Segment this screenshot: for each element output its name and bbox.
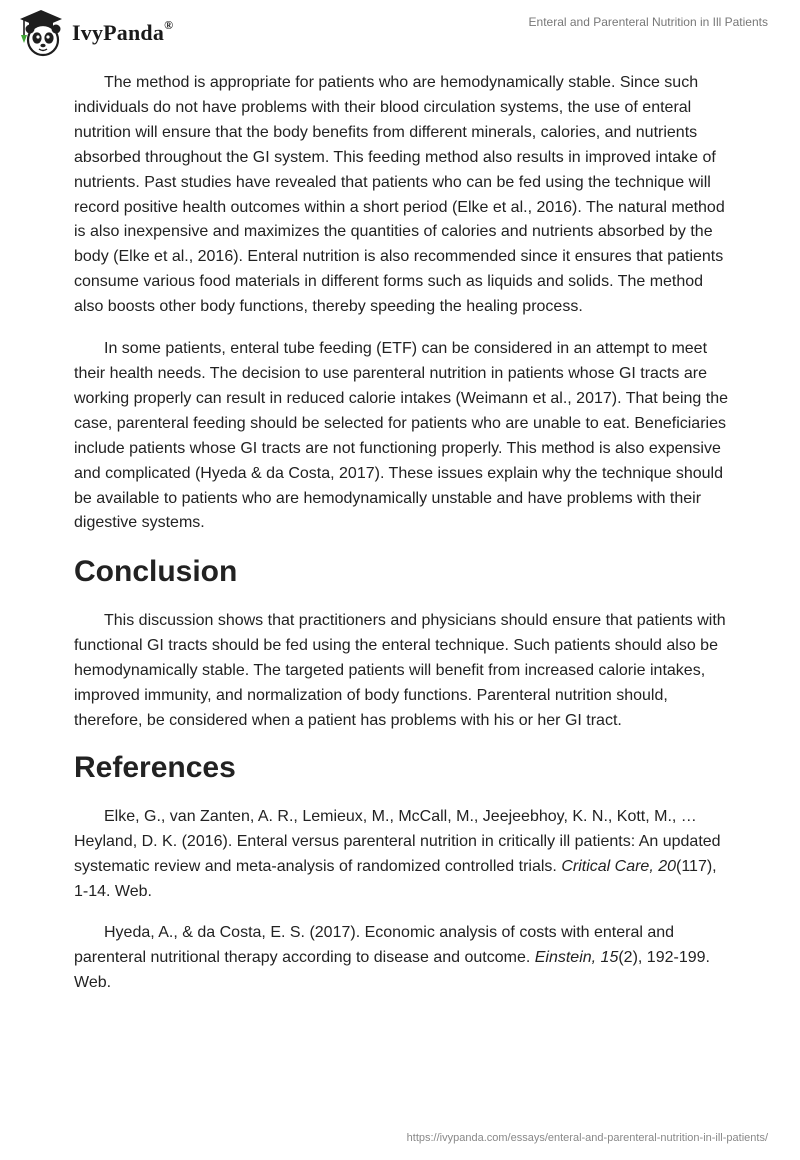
conclusion-heading: Conclusion bbox=[74, 555, 238, 589]
reference-item: Elke, G., van Zanten, A. R., Lemieux, M., McCall, M., Jeejeebhoy, K. N., Kott, M., … Heyland, D. K. (2016). Enteral versus parenteral nutrition in critically ill patients: An updated systematic review and meta-analysis of randomized controlled trials. Critical Care, 20(117), 1-14. Web. bbox=[74, 807, 721, 900]
essay-content bbox=[74, 71, 728, 996]
panda-logo-icon bbox=[16, 8, 66, 58]
references-heading: References bbox=[74, 750, 236, 784]
reference-item: Hyeda, A., & da Costa, E. S. (2017). Economic analysis of costs with enteral and parenteral nutritional therapy according to disease and outcome. Einstein, 15(2), 192-199. Web. bbox=[74, 924, 710, 992]
conclusion-paragraph: This discussion shows that practitioners and physicians should ensure that patients with functional GI tracts should be fed using the enteral technique. Such patients should also be hemodynamically stable. The targeted patients will benefit from increased calorie intakes, improved immunity, and normalization of body functions. Parenteral nutrition should, therefore, be considered when a patient has problems with his or her GI tract. bbox=[74, 612, 726, 729]
body-paragraph-2: In some patients, enteral tube feeding (ETF) can be considered in an attempt to meet their health needs. The decision to use parenteral nutrition in patients whose GI tracts are working properly can result in reduced calorie intakes (Weimann et al., 2017). That being the case, parenteral feeding should be selected for patients who are unable to eat. Beneficiaries include patients whose GI tracts are not functioning properly. This method is also expensive and complicated (Hyeda & da Costa, 2017). These issues explain why the technique should be available to patients who are hemodynamically unstable and have problems with their digestive systems. bbox=[74, 340, 728, 532]
reference-journal: Einstein, 15 bbox=[534, 949, 619, 967]
document-title: Enteral and Parenteral Nutrition in Ill Patients bbox=[528, 15, 768, 29]
source-url[interactable]: https://ivypanda.com/essays/enteral-and-parenteral-nutrition-in-ill-patients/ bbox=[406, 1132, 768, 1144]
page-header bbox=[0, 0, 800, 62]
body-paragraph-1: The method is appropriate for patients who are hemodynamically stable. Since such individuals do not have problems with their blood circulation systems, the use of enteral nutrition will ensure that the body benefits from different minerals, calories, and nutrients absorbed throughout the GI system. This feeding method also results in improved intake of nutrients. Past studies have revealed that patients who can be fed using the technique will record positive health outcomes within a short period (Elke et al., 2016). The natural method is also inexpensive and maximizes the quantities of calories and nutrients absorbed by the body (Elke et al., 2016). Enteral nutrition is also recommended since it ensures that patients consume various food materials in different forms such as liquids and solids. The method also boosts other body functions, thereby speeding the healing process. bbox=[74, 74, 725, 316]
reference-journal: Critical Care, 20 bbox=[561, 857, 677, 875]
brand-logo[interactable] bbox=[16, 8, 173, 58]
registered-mark: ® bbox=[164, 18, 174, 32]
brand-name: IvyPanda® bbox=[72, 18, 174, 45]
